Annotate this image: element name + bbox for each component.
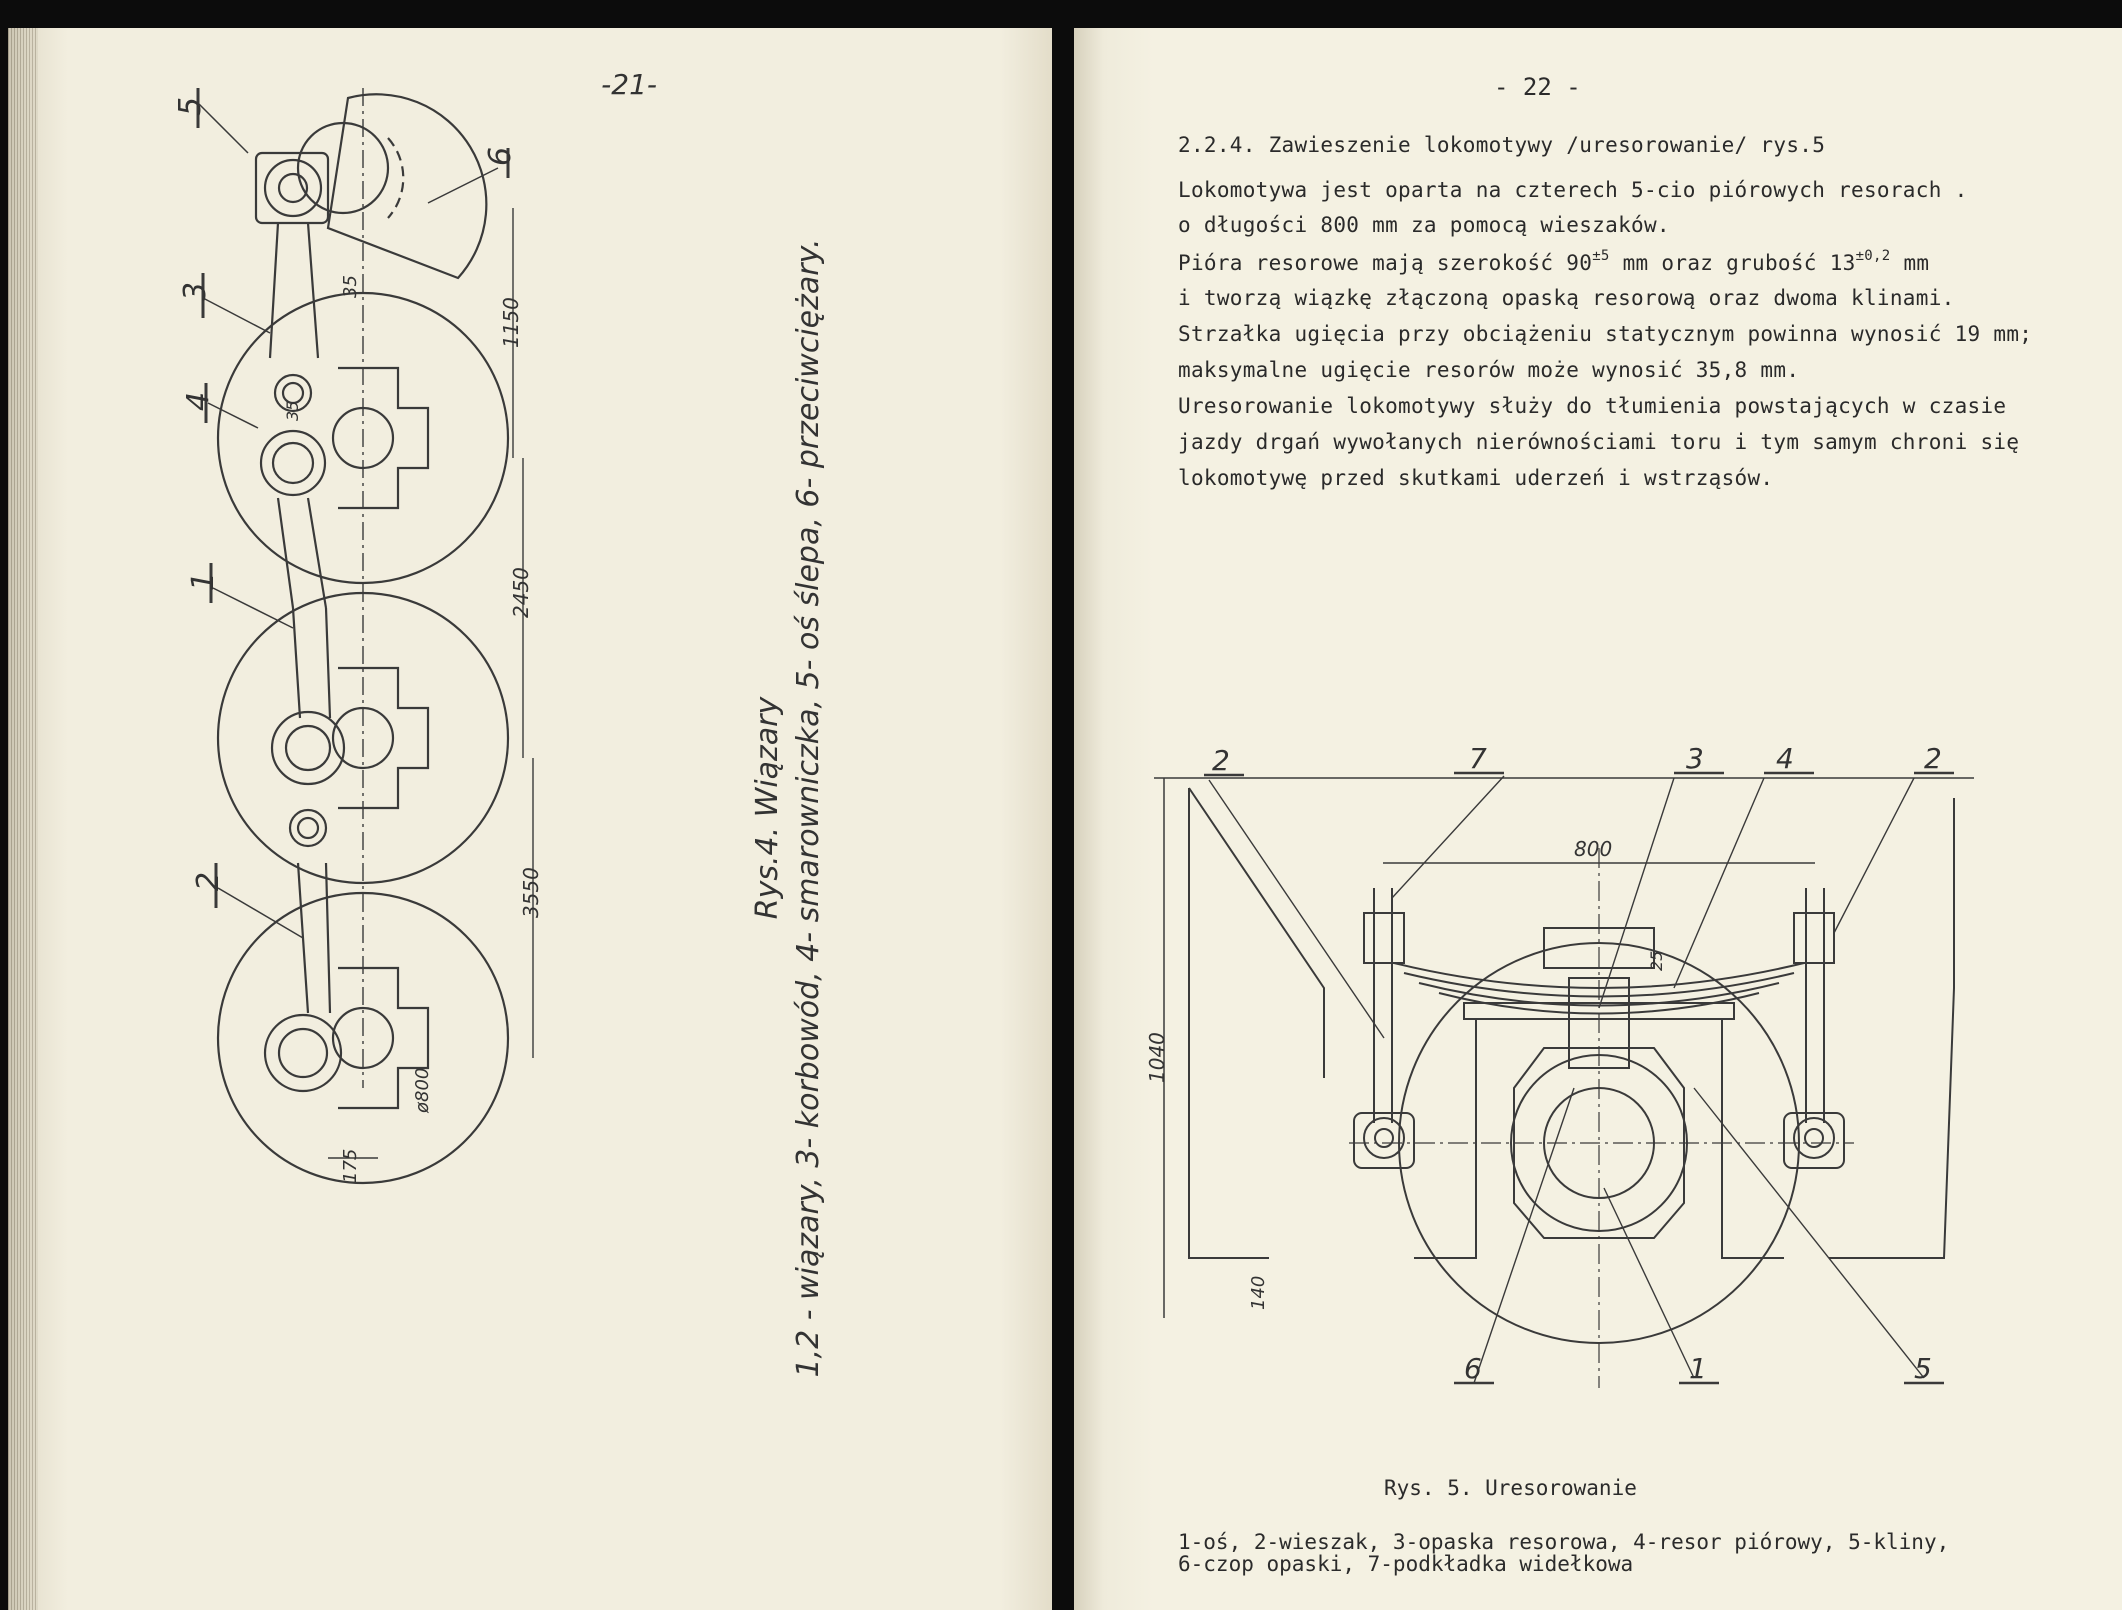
dim-140: 140 [1248,1275,1269,1310]
paragraph-line-5: Strzałka ugięcia przy obciążeniu statycznym powinna wynosić 19 mm; [1178,322,2033,346]
paragraph-line-4: i tworzą wiązkę złączoną opaską resorową oraz dwoma klinami. [1178,286,1955,310]
label-2-right: 2 [1924,742,1942,775]
label-4: 4 [1776,742,1794,775]
label-6: 6 [483,146,518,166]
figure-4-legend: 1,2 - wiązary, 3- korbowód, 4- smarowniczka, 5- oś ślepa, 6- przeciwciężary. [791,238,826,1378]
dim-2450: 2450 [509,567,533,618]
paragraph-line-6: maksymalne ugięcie resorów może wynosić 35,8 mm. [1178,358,1800,382]
page-number-22: - 22 - [1494,73,1581,101]
figure-4-caption [750,238,826,1377]
tolerance-thickness: ±0,2 [1855,248,1891,264]
figure-5-legend-line-1: 1-oś, 2-wieszak, 3-opaska resorowa, 4-resor piórowy, 5-kliny, [1178,1530,1950,1554]
paragraph-line-3: Pióra resorowe mają szerokość $90^{\pm 5}$ mm oraz grubość $13^{\pm 0,2}$ mm [1178,248,1930,275]
paragraph-line-9: lokomotywę przed skutkami uderzeń i wstrząsów. [1178,466,1774,490]
dim-1040: 1040 [1145,1032,1169,1083]
dim-35b: 35 [283,400,302,421]
section-heading: 2.2.4. Zawieszenie lokomotywy /uresorowanie/ rys.5 [1178,133,1826,157]
label-5: 5 [1914,1352,1932,1385]
figure-5-caption: Rys. 5. Uresorowanie [1384,1476,1637,1500]
tolerance-width: ±5 [1592,248,1610,264]
label-7: 7 [1469,742,1487,775]
label-3: 3 [178,281,213,301]
label-3: 3 [1686,742,1704,775]
paragraph-line-8: jazdy drgań wywołanych nierównościami toru i tym samym chroni się [1178,430,2020,454]
dim-175: 175 [340,1148,361,1183]
label-1: 1 [1689,1352,1707,1385]
label-2: 2 [191,871,226,891]
dim-3550: 3550 [519,867,543,918]
paragraph-line-7: Uresorowanie lokomotywy służy do tłumienia powstających w czasie [1178,394,2007,418]
dim-d800: ø800 [412,1067,433,1113]
paragraph-line-2: o długości 800 mm za pomocą wieszaków. [1178,213,1670,237]
label-2-left: 2 [1212,744,1230,777]
right-page [1074,28,2122,1610]
dim-800: 800 [1574,837,1613,861]
part-labels-left [8,28,1052,1610]
left-page [8,28,1052,1610]
label-1: 1 [186,571,221,591]
page-number-21: -21- [601,68,657,101]
paragraph-line-1: Lokomotywa jest oparta na czterech 5-cio piórowych resorach . [1178,178,1968,202]
figure-5-legend-line-2: 6-czop opaski, 7-podkładka widełkowa [1178,1552,1634,1576]
label-6: 6 [1464,1352,1482,1385]
label-4: 4 [181,391,216,411]
dim-25: 25 [1647,950,1666,971]
dim-1150: 1150 [499,297,523,348]
label-5: 5 [173,96,208,116]
figure-4-title: Rys.4. Wiązary [750,696,785,920]
dim-35a: 35 [340,275,361,298]
part-labels-right [1074,28,2122,1610]
